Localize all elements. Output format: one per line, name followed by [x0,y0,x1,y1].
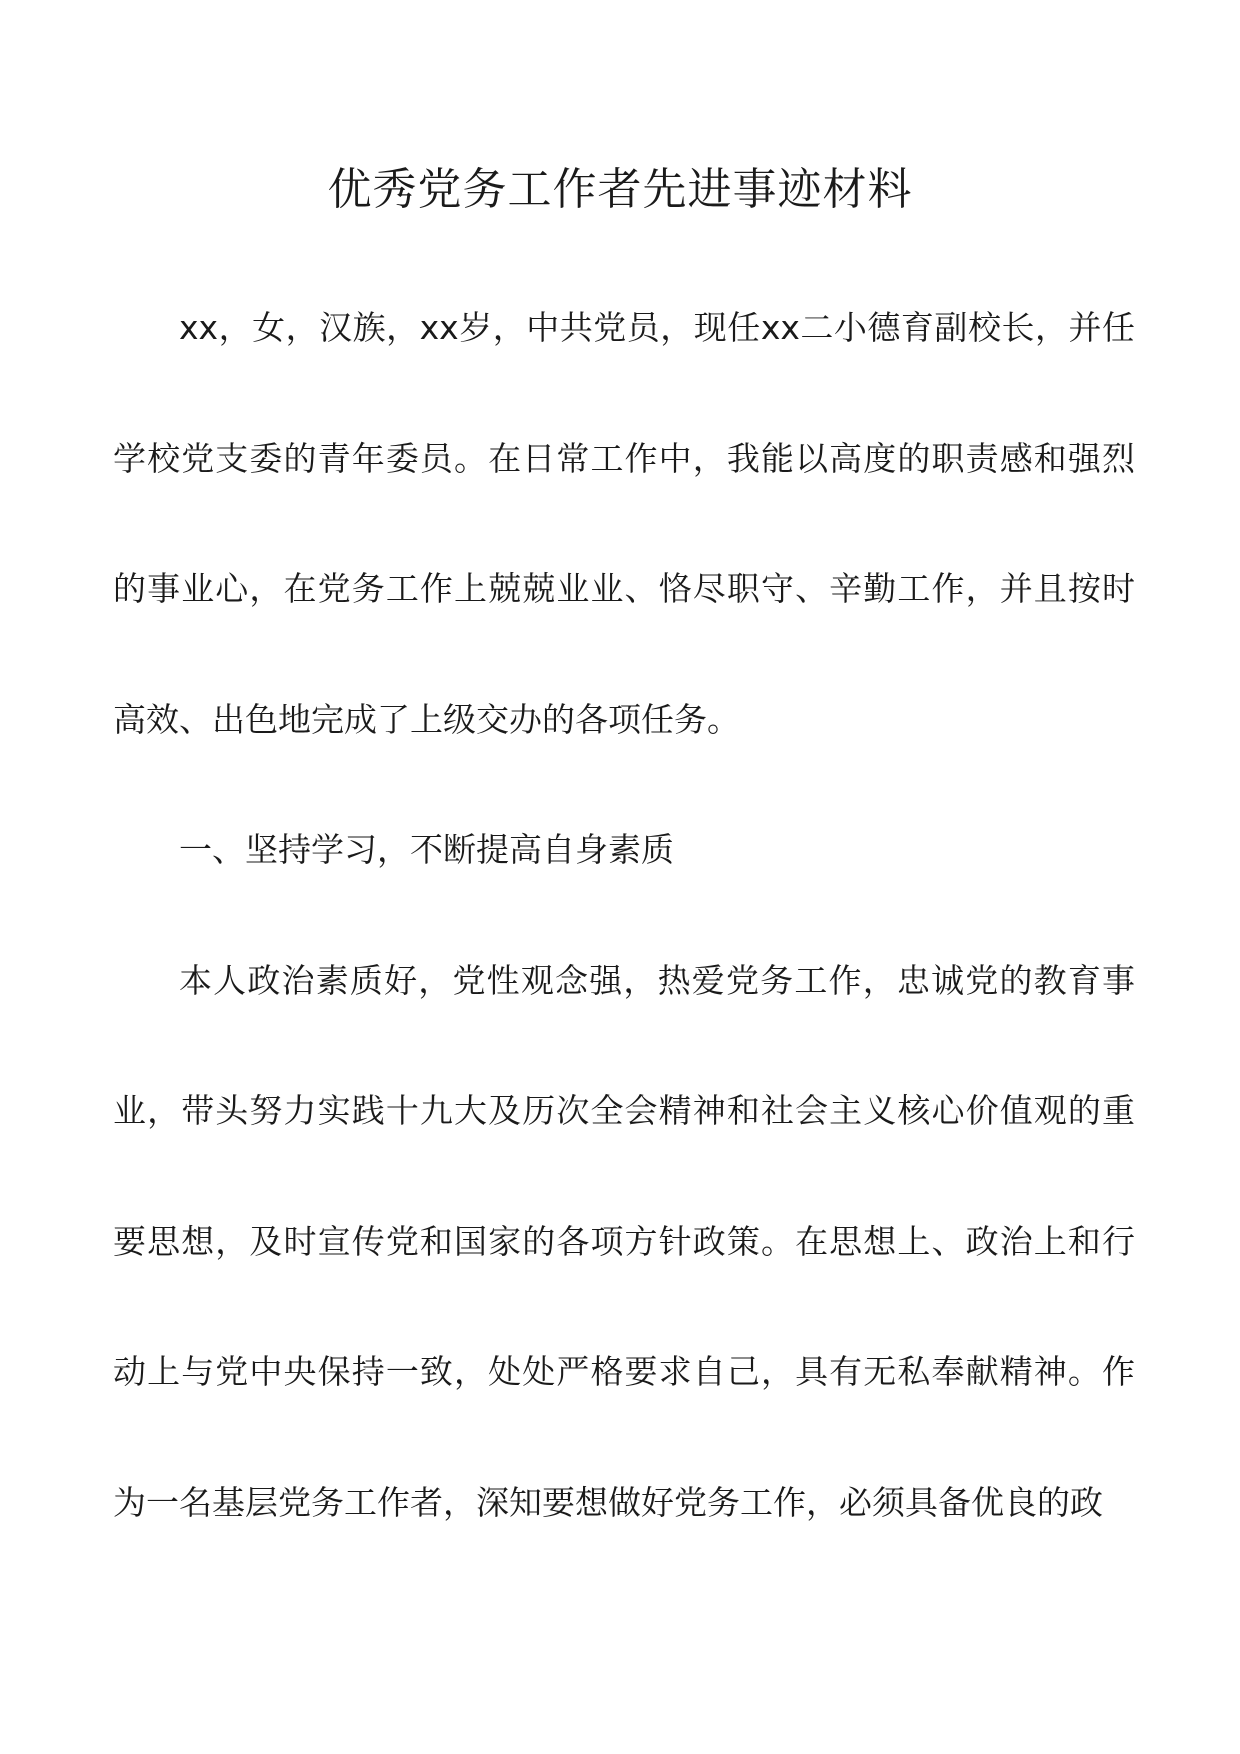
document-body [113,308,1135,1613]
paragraph-section-one [113,961,1135,1614]
paragraph-intro-text: xx，女，汉族，xx岁，中共党员，现任xx二小德育副校长，并任学校党支委的青年委员。在日常工作中，我能以高度的职责感和强烈的事业心，在党务工作上兢兢业业、恪尽职守、辛勤工作，并且按时高效、出色地完成了上级交办的各项任务。 [113,308,1135,739]
document-title: 优秀党务工作者先进事迹材料 [327,164,913,215]
paragraph-intro [113,308,1135,830]
section-heading [113,830,1135,961]
paragraph-section-one-text: 本人政治素质好，党性观念强，热爱党务工作，忠诚党的教育事业，带头努力实践十九大及历次全会精神和社会主义核心价值观的重要思想，及时宣传党和国家的各项方针政策。在思想上、政治上和行动上与党中央保持一致，处处严格要求自己，具有无私奉献精神。作为一名基层党务工作者，深知要想做好党务工作，必须具备优良的政 [113,960,1135,1522]
section-heading-text: 一、坚持学习，不断提高自身素质 [179,830,674,869]
